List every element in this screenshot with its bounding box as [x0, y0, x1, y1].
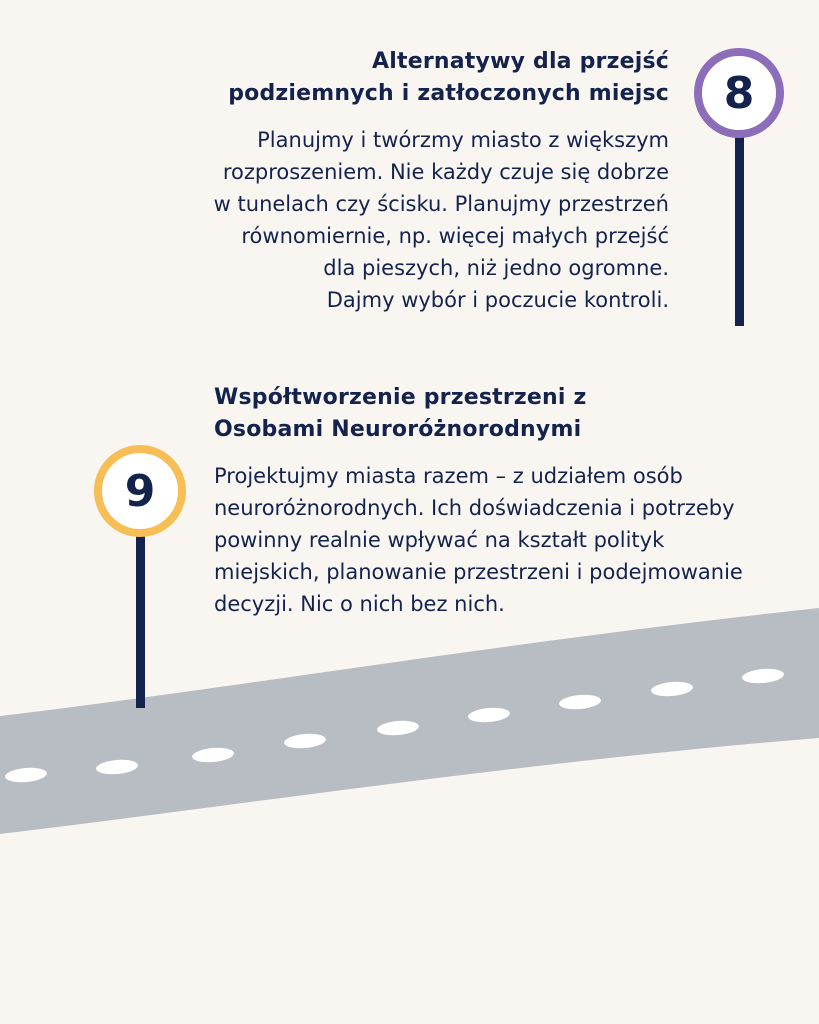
section8-body-line: w tunelach czy ścisku. Planujmy przestrzeń	[213, 192, 669, 216]
section8-body	[109, 124, 669, 316]
section8-body-line: równomiernie, np. więcej małych przejść	[241, 224, 669, 248]
section9-title-line: Współtworzenie przestrzeni z	[214, 385, 587, 410]
section9-title-line: Osobami Neuroróżnorodnymi	[214, 417, 582, 442]
section8-body-line: Dajmy wybór i poczucie kontroli.	[326, 288, 669, 312]
road-surface	[0, 608, 819, 834]
step-marker-9	[94, 445, 186, 537]
step-number-8: 8	[723, 67, 755, 119]
section9-body-line: powinny realnie wpływać na kształt polityk	[214, 528, 665, 552]
signpost-pole-9	[136, 528, 145, 708]
section9-body	[214, 460, 804, 620]
signpost-pole-8	[735, 130, 744, 326]
section9-title	[214, 382, 774, 446]
section9-body-line: miejskich, planowanie przestrzeni i podejmowanie	[214, 560, 743, 584]
section8-title-line: Alternatywy dla przejść	[372, 49, 669, 74]
section9-body-line: neuroróżnorodnych. Ich doświadczenia i potrzeby	[214, 496, 735, 520]
step-number-9: 9	[124, 465, 156, 517]
step-marker-8	[694, 48, 784, 138]
section9-body-line: Projektujmy miasta razem – z udziałem osób	[214, 464, 683, 488]
section8-body-line: Planujmy i twórzmy miasto z większym	[257, 128, 669, 152]
section8-body-line: rozproszeniem. Nie każdy czuje się dobrze	[222, 160, 669, 184]
section8-title	[149, 46, 669, 110]
section8-title-line: podziemnych i zatłoczonych miejsc	[228, 81, 669, 106]
section9-body-line: decyzji. Nic o nich bez nich.	[214, 592, 505, 616]
section8-body-line: dla pieszych, niż jedno ogromne.	[323, 256, 669, 280]
